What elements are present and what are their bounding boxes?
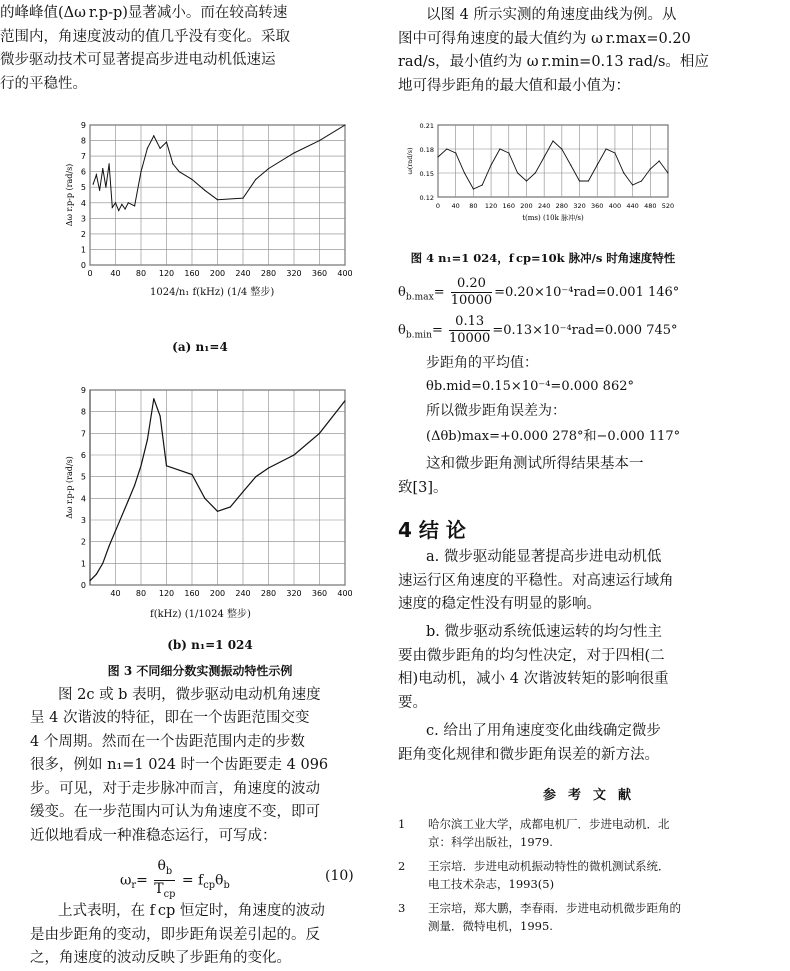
reference-text [428,899,681,935]
x-tick-label: 320 [286,589,302,598]
data-point [128,202,129,203]
text-line: 距角变化规律和微步距角误差的新方法。 [398,746,659,763]
x-axis-label: t(ms) (10k 脉冲/s) [522,214,584,222]
data-point [579,180,580,181]
x-tick-label: 80 [135,269,147,278]
data-point [99,190,100,191]
data-point [109,545,110,546]
data-point [482,184,483,185]
data-point [217,199,218,200]
data-point [268,168,269,169]
figure-3a-chart [60,120,353,305]
data-point [93,184,94,185]
right-paragraph-1 [398,4,788,98]
text-line: 速运行区角速度的平稳性。对高速运行域角 [398,572,674,589]
x-tick-label: 40 [110,589,121,598]
data-point [191,474,192,475]
data-point [153,398,154,399]
eq-lhs-sub: b.max [405,292,434,303]
data-point [153,135,154,136]
data-point [499,148,500,149]
text-line: 这和微步距角测试所得结果基本一 [426,456,644,472]
text-line: 要。 [398,694,427,711]
data-point [102,563,103,564]
y-tick-label: 0.12 [419,194,434,202]
plot-frame [438,125,668,197]
data-point [588,180,589,181]
figure-3b-xlabel: f(kHz) (1/1024 整步) [150,609,251,620]
x-tick-label: 240 [537,202,551,210]
text-line: 是由步距角的变动，即步距角误差引起的。反 [30,926,320,943]
data-point [204,190,205,191]
reference-line: 电工技术杂志，1993(5) [428,877,555,891]
data-point [105,187,106,188]
conclusion-c [398,720,788,767]
y-tick-label: 0 [80,581,86,590]
reference-number: 2 [398,859,406,873]
data-point [255,179,256,180]
equation-error: (Δθb)max=+0.000 278°和−0.000 117° [426,429,681,444]
y-tick-label: 5 [80,472,86,482]
eq-lhs: θ [398,323,406,338]
data-point [446,148,447,149]
reference-item [398,899,788,939]
eq-lhs-sub: r [131,880,137,892]
figure-4-caption: 图 4 n₁=1 024，f cp=10k 脉冲/s 时角速度特性 [410,251,676,265]
reference-number: 1 [398,817,406,831]
data-point [242,491,243,492]
left-paragraph-3 [30,900,385,971]
x-tick-label: 280 [260,269,277,278]
x-tick-label: 400 [337,269,353,278]
y-tick-label: 1 [80,245,86,255]
eq-num: θ [157,858,166,874]
data-point [134,205,135,206]
data-point [96,574,97,575]
text-line: 图中可得角速度的最大值约为 ω r.max=0.20 [398,30,691,47]
data-series-line [93,125,345,211]
text-line: 之，角速度的波动反映了步距角的变化。 [30,950,291,966]
y-tick-label: 7 [80,429,86,439]
x-tick-label: 160 [184,269,200,278]
data-point [217,511,218,512]
data-point [89,580,90,581]
x-tick-label: 240 [235,269,251,278]
data-point [319,140,320,141]
equation-10: $\omega_r=$ $\frac{\theta_b}{T_{cp}}$ = $f_{cp}\theta_b$ [120,858,230,903]
data-point [109,163,110,164]
data-point [570,164,571,165]
eq-lhs: θ [398,285,406,300]
eq-lhs: ω [120,872,132,889]
x-tick-label: 520 [661,202,675,210]
y-tick-label: 3 [80,516,86,525]
eq-num: 0.13 [449,314,490,331]
x-tick-label: 40 [451,202,460,210]
y-tick-label: 5 [80,183,86,193]
y-tick-label: 1 [80,559,86,569]
figure-3b-caption: (b) n₁=1 024 [167,638,253,652]
data-point [535,172,536,173]
equation-10-number: (10) [325,868,354,884]
conclusion-b [398,621,788,715]
x-tick-label: 240 [235,589,251,598]
reference-item [398,857,788,897]
x-tick-label: 360 [591,202,604,210]
text-line: 微步驱动技术可显著提高步进电动机低速运 [0,52,276,68]
left-top-paragraph [0,2,380,96]
text-line: 上式表明，在 f cp 恒定时，角速度的波动 [58,903,325,919]
data-point [464,172,465,173]
figure-4-chart [398,120,678,225]
x-tick-label: 480 [644,202,657,210]
data-point [455,152,456,153]
data-point [96,174,97,175]
text-line: 很多，例如 n₁=1 024 时一个齿距要走 4 096 [30,757,329,773]
data-point [118,210,119,211]
x-tick-label: 80 [135,589,147,598]
x-tick-label: 360 [311,269,328,278]
data-point [623,172,624,173]
data-point [172,163,173,164]
data-point [293,454,294,455]
data-point [437,156,438,157]
x-tick-label: 440 [626,202,639,210]
section-title: 4 结 论 [398,518,466,542]
conclusion-a [398,546,788,617]
equation-theta-max: $\theta_{b.max}=$ $\frac{0.20}{10000}$ =0.20×10⁻⁴rad=0.001 146° [398,276,680,308]
text-line: 范围内，角速度波动的值几乎没有变化。采取 [0,28,290,45]
data-point [561,148,562,149]
eq-fraction [154,858,175,903]
eq-den: 10000 [450,293,493,308]
text-line: 步。可见，对于走步脉冲而言，角速度的波动 [30,780,320,797]
reference-line: 王宗培．步进电动机振动特性的微机测试系统． [428,859,670,873]
figure-3-caption: 图 3 不同细分数实测振动特性示例 [107,664,293,678]
x-tick-label: 160 [184,589,200,598]
data-point [667,172,668,173]
data-point [293,152,294,153]
data-point [526,180,527,181]
data-point [124,208,125,209]
data-point [166,142,167,143]
data-point [112,207,113,208]
eq-lhs-sub: b.min [405,330,432,341]
text-line: 图 2c 或 b 表明，微步驱动电动机角速度 [58,687,321,703]
average-label: 步距角的平均值： [426,355,538,371]
reference-number: 3 [398,901,406,915]
figure-3a-xlabel [150,283,274,298]
reference-line: 测量．微特电机，1995. [428,919,553,933]
data-point [191,179,192,180]
text-line: 速度的稳定性没有明显的影响。 [398,596,601,612]
data-point [552,140,553,141]
text-line: c. 给出了用角速度变化曲线确定微步 [426,723,661,739]
data-point [650,168,651,169]
data-point [121,515,122,516]
eq-rhs: =0.13×10⁻⁴rad=0.000 745° [492,323,678,338]
data-point [659,160,660,161]
data-point [115,202,116,203]
eq-rhs2-sub: b [223,880,230,892]
x-tick-label: 120 [158,269,175,278]
reference-line: 哈尔滨工业大学，成都电机厂．步进电动机．北 [428,817,670,831]
reference-line: 京：科学出版社，1979. [428,835,553,849]
x-tick-label: 120 [158,589,175,598]
data-series-line [438,141,668,189]
data-point [128,500,129,501]
data-point [268,467,269,468]
x-tick-label: 160 [502,202,515,210]
data-point [255,476,256,477]
eq-num-sub: b [165,865,173,877]
y-tick-label: 2 [80,229,86,239]
references-title: 参考文献 [542,788,643,803]
y-tick-label: 0 [80,261,86,270]
eq-den: T [154,880,164,897]
data-point [597,164,598,165]
y-tick-label: 4 [80,494,86,504]
x-tick-label: 40 [110,269,121,278]
left-paragraph-2 [30,684,385,708]
y-tick-label: 9 [80,121,86,130]
y-tick-label: 9 [80,386,86,395]
y-tick-label: 0.15 [419,170,434,178]
eq-rhs2: θ [215,872,224,889]
text-line: a. 微步驱动能显著提高步进电动机低 [426,549,662,565]
y-axis-label: ω(rad/s) [406,147,414,175]
error-label: 所以微步距角误差为： [426,403,566,419]
x-tick-label: 200 [209,269,226,278]
data-point [147,148,148,149]
text-line: b. 微步驱动系统低速运转的均匀性主 [426,624,662,640]
y-tick-label: 8 [80,136,86,146]
x-tick-label: 0 [435,202,441,210]
text-line: 的峰峰值(Δω r.p-p)显著减小。而在较高转速 [0,5,288,21]
data-point [204,498,205,499]
data-point [641,180,642,181]
equation-theta-mid: θb.mid=0.15×10⁻⁴=0.000 862° [426,379,634,394]
x-tick-label: 320 [286,269,302,278]
data-point [134,485,135,486]
x-tick-label: 280 [555,202,569,210]
eq-num: 0.20 [451,276,492,293]
data-point [115,530,116,531]
y-tick-label: 7 [80,152,86,162]
x-tick-label: 80 [469,202,478,210]
reference-item [398,815,788,855]
figure-3a-caption: (a) n₁=4 [172,340,228,354]
eq-rhs: =0.20×10⁻⁴rad=0.001 146° [494,285,680,300]
data-point [319,433,320,434]
y-tick-label: 2 [80,537,86,547]
y-axis-label: Δω r.p-p (rad/s) [65,163,74,227]
data-point [473,188,474,189]
y-tick-label: 0.21 [419,122,434,130]
reference-text [428,815,670,851]
y-tick-label: 8 [80,407,86,417]
data-point [614,152,615,153]
x-tick-label: 200 [209,589,226,598]
data-point [179,171,180,172]
y-tick-label: 6 [80,167,86,177]
eq-fraction [451,276,492,309]
y-tick-label: 6 [80,451,86,460]
eq-den-sub: cp [163,888,176,900]
data-point [490,164,491,165]
data-point [517,172,518,173]
text-line: 近似地看成一种准稳态运行，可写成： [30,827,277,844]
y-axis-label: Δω r.p-p (rad/s) [65,456,74,519]
x-tick-label: 360 [311,589,328,598]
data-point [102,168,103,169]
text-line: 致[3]。 [398,479,448,496]
text-line: 要由微步距角的均匀性决定，对于四相(二 [398,647,665,664]
data-point [179,470,180,471]
eq-fraction [449,314,490,347]
data-point [147,439,148,440]
data-point [242,198,243,199]
data-point [230,506,231,507]
text-line: 缓变。在一步范围内可认为角速度不变，即可 [30,804,320,820]
eq-rhs: = f [181,872,204,889]
data-point [140,171,141,172]
x-tick-label: 120 [484,202,498,210]
y-tick-label: 3 [80,214,86,224]
data-point [160,415,161,416]
figure-3b-chart [60,385,353,600]
y-tick-label: 4 [80,198,86,208]
eq-den: 10000 [448,331,491,346]
x-axis-prefix: 1024/n₁ [150,287,190,298]
data-point [140,465,141,466]
data-point [344,400,345,401]
data-point [605,148,606,149]
data-point [632,184,633,185]
equation-theta-min: $\theta_{b.min}=$ $\frac{0.13}{10000}$ =0.13×10⁻⁴rad=0.000 745° [398,314,678,346]
data-point [160,148,161,149]
x-tick-label: 280 [260,589,277,598]
x-tick-label: 400 [608,202,622,210]
x-tick-label: 200 [520,202,533,210]
data-point [344,124,345,125]
reference-line: 王宗培，郑大鹏，李春雨．步进电动机微步距角的 [428,901,681,915]
data-point [166,465,167,466]
text-line: 呈 4 次谐波的特征，即在一个齿距范围交变 [30,710,310,726]
text-line: 地可得步距角的最大值和最小值为： [398,77,630,94]
data-point [121,204,122,205]
y-tick-label: 0.18 [419,146,434,154]
x-tick-label: 320 [573,202,586,210]
x-tick-label: 400 [337,589,353,598]
data-point [508,152,509,153]
x-axis-label: f(kHz) (1/4 整步) [192,287,275,298]
text-line: 行的平稳性。 [0,75,87,92]
eq-rhs-sub: cp [203,880,215,892]
text-line: 4 个周期。然而在一个齿距范围内走的步数 [30,733,305,750]
conclusion-sentence [398,453,788,500]
x-tick-label: 0 [87,269,93,278]
text-line: rad/s，最小值约为 ω r.min=0.13 rad/s。相应 [398,54,709,70]
data-point [544,156,545,157]
text-line: 相)电动机，减小 4 次谐波转矩的影响很重 [398,671,669,687]
text-line: 以图 4 所示实测的角速度曲线为例。从 [426,7,677,23]
reference-text [428,857,670,893]
left-paragraph-2-body [30,707,385,848]
